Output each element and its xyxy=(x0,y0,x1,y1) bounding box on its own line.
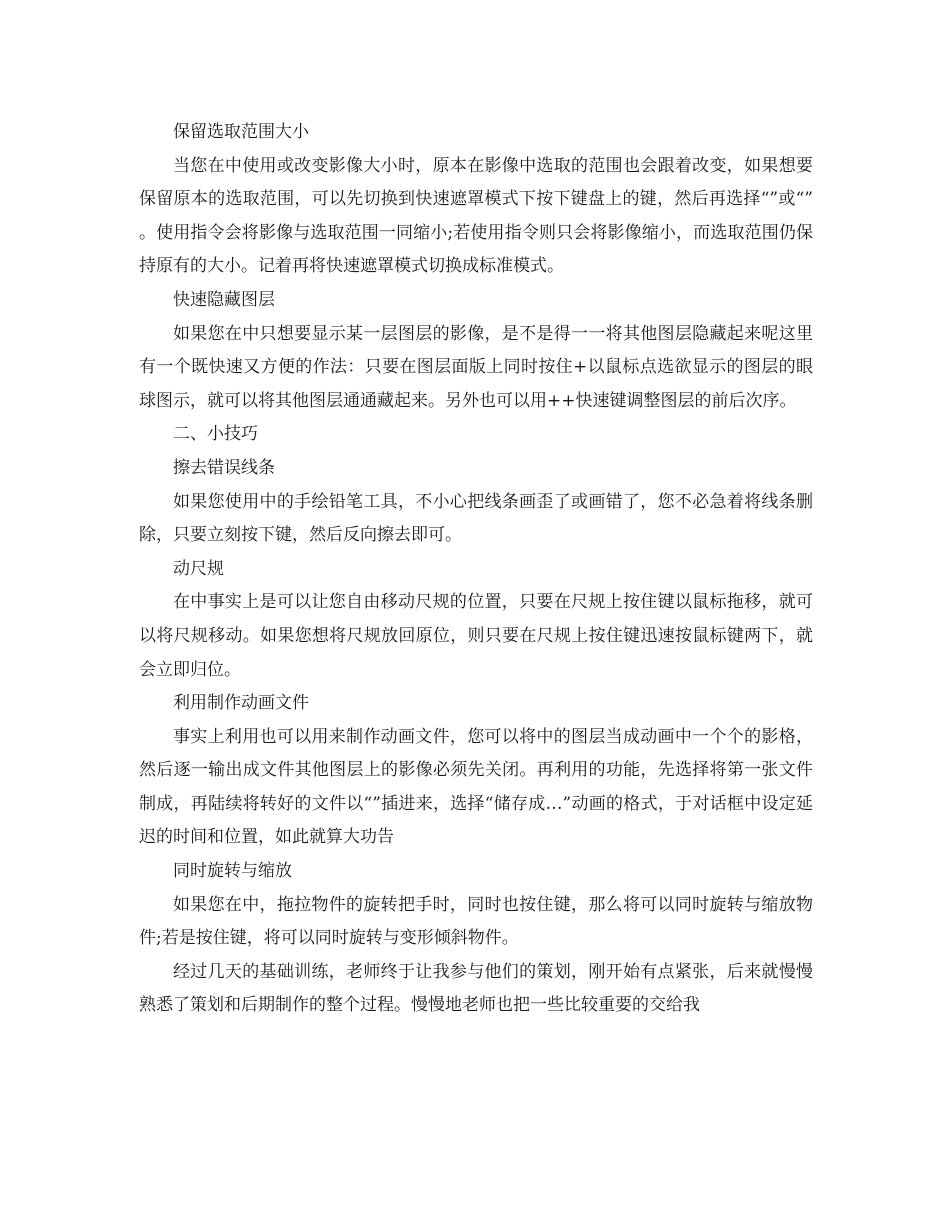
section-heading: 动尺规 xyxy=(173,558,224,579)
body-paragraph: 事实上利用也可以用来制作动画文件，您可以将中的图层当成动画中一个个的影格，然后逐一输出成文件其他图层上的影像必须先关闭。再利用的功能，先选择将第一张文件制成，再陆续将转好的文件以“”插进来，选择“储存成…”动画的格式，于对话框中设定延迟的时间和位置，如此就算大功告 xyxy=(139,726,813,848)
body-paragraph: 经过几天的基础训练，老师终于让我参与他们的策划，刚开始有点紧张，后来就慢慢熟悉了策划和后期制作的整个过程。慢慢地老师也把一些比较重要的交给我 xyxy=(139,961,813,1016)
body-paragraph: 如果您在中，拖拉物件的旋转把手时，同时也按住键，那么将可以同时旋转与缩放物件;若是按住键，将可以同时旋转与变形倾斜物件。 xyxy=(139,894,813,949)
section-heading: 快速隐藏图层 xyxy=(173,289,275,310)
section-heading: 二、小技巧 xyxy=(173,424,258,445)
section-heading: 同时旋转与缩放 xyxy=(173,861,292,882)
body-paragraph: 当您在中使用或改变影像大小时，原本在影像中选取的范围也会跟着改变，如果想要保留原本的选取范围，可以先切换到快速遮罩模式下按下键盘上的键，然后再选择“”或“”。使用指令会将影像与选取范围一同缩小;若使用指令则只会将影像缩小，而选取范围仍保持原有的大小。记着再将快速遮罩模式切换成标准模式。 xyxy=(139,155,813,277)
section-heading: 保留选取范围大小 xyxy=(173,122,309,142)
body-paragraph: 如果您使用中的手绘铅笔工具，不小心把线条画歪了或画错了，您不必急着将线条删除，只要立刻按下键，然后反向擦去即可。 xyxy=(139,491,813,546)
document-body xyxy=(139,116,813,1023)
body-paragraph: 如果您在中只想要显示某一层图层的影像，是不是得一一将其他图层隐藏起来呢这里有一个既快速又方便的作法：只要在图层面版上同时按住+以鼠标点选欲显示的图层的眼球图示，就可以将其他图层通通藏起来。另外也可以用++快速键调整图层的前后次序。 xyxy=(139,323,813,411)
body-paragraph: 在中事实上是可以让您自由移动尺规的位置，只要在尺规上按住键以鼠标拖移，就可以将尺规移动。如果您想将尺规放回原位，则只要在尺规上按住键迅速按鼠标键两下，就会立即归位。 xyxy=(139,592,813,680)
section-heading: 利用制作动画文件 xyxy=(173,693,309,714)
section-heading: 擦去错误线条 xyxy=(173,457,275,478)
